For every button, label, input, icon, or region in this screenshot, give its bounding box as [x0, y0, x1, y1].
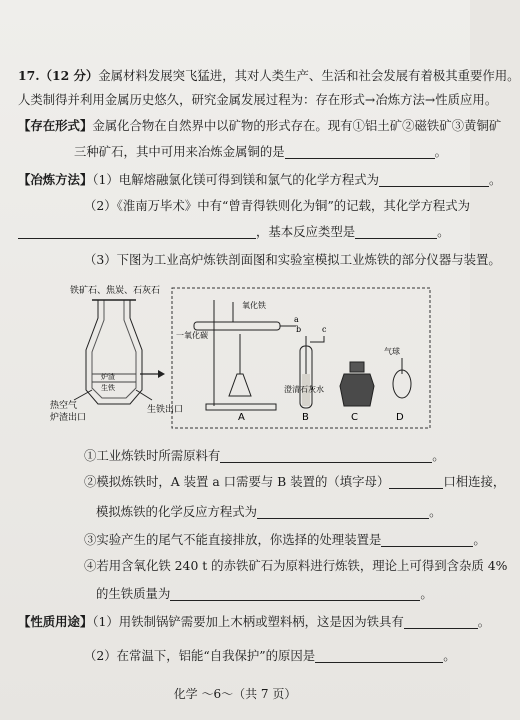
sub-q2-equation-line: 模拟炼铁的化学反应方程式为 。	[96, 504, 442, 519]
apparatus-d-label: D	[396, 412, 404, 423]
apparatus-frame	[172, 288, 430, 428]
balloon-icon	[393, 358, 411, 398]
existence-line-1	[18, 118, 501, 133]
answer-blank-port[interactable]	[389, 476, 443, 489]
furnace-feed-label: 铁矿石、焦炭、石灰石	[70, 286, 161, 296]
smelting-tag: 【冶炼方法】	[18, 172, 93, 187]
application-q1-text: （1）用铁制锅铲需要加上木柄或塑料柄，这是因为铁具有	[92, 614, 404, 629]
answer-blank-raw-materials[interactable]	[220, 450, 432, 463]
existence-text-1: 金属化合物在自然界中以矿物的形式存在。现有①铝土矿②磁铁矿③黄铜矿	[92, 118, 502, 133]
port-b-label: b	[296, 325, 302, 334]
apparatus-a-label: A	[238, 412, 245, 423]
limewater-label: 澄清石灰水	[284, 385, 324, 394]
sub-q4-text-2: 的生铁质量为	[96, 586, 171, 601]
page-footer: 化学 ～6～（共 7 页）	[173, 687, 297, 701]
arrow-icon	[140, 370, 165, 378]
apparatus-b	[300, 336, 324, 408]
ironmaking-figure	[0, 278, 470, 438]
apparatus-c-label: C	[351, 412, 358, 423]
existence-text-2: 三种矿石，其中可用来冶炼金属铜的是	[74, 144, 285, 159]
slag-outlet-label: 炉渣出口	[50, 413, 87, 423]
sub-q4-text: ④若用含氧化铁 240 t 的赤铁矿石为原料进行炼铁，理论上可得到含杂质 4%	[84, 558, 508, 573]
question-score: （12 分）	[39, 68, 99, 83]
co-label: 一氧化碳	[176, 331, 208, 340]
iron-outlet-label: 生铁出口	[147, 405, 184, 415]
reaction-type-label: ，基本反应类型是	[256, 224, 356, 239]
iron-oxide-label: 氧化铁	[242, 301, 266, 310]
smelting-q1-line: 【冶炼方法】（1）电解熔融氯化镁可得到镁和氯气的化学方程式为 。	[18, 172, 502, 187]
sub-q1-line: ①工业炼铁时所需原料有 。	[84, 448, 445, 463]
apparatus-c	[340, 362, 374, 406]
existence-tag: 【存在形式】	[18, 118, 93, 133]
question-number: 17.	[18, 68, 40, 83]
slag-label: 炉渣	[101, 373, 115, 381]
sub-q4-line-2: 的生铁质量为 。	[96, 586, 433, 601]
intro-text-1: 金属材料发展突飞猛进，其对人类生产、生活和社会发展有着极其重要作用。	[98, 68, 520, 83]
intro-text-2: 人类制得并利用金属历史悠久，研究金属发展过程为：存在形式→冶炼方法→性质应用。	[18, 92, 498, 107]
question-intro-line-1	[18, 68, 520, 83]
sub-q2-equation-text: 模拟炼铁的化学反应方程式为	[96, 504, 258, 519]
sub-q3-text: ③实验产生的尾气不能直接排放，你选择的处理装置是	[84, 532, 382, 547]
application-q2-text: （2）在常温下，铝能“自我保护”的原因是	[84, 648, 316, 663]
answer-blank-reaction-type[interactable]	[355, 226, 437, 239]
answer-blank-mgcl2-equation[interactable]	[379, 174, 489, 187]
answer-blank-iron-mass[interactable]	[170, 588, 420, 601]
smelting-q2-text: （2）《淮南万毕术》中有“曾青得铁则化为铜”的记载，其化学方程式为	[84, 198, 471, 213]
sub-q2-line	[84, 474, 505, 489]
existence-line-2: 三种矿石，其中可用来冶炼金属铜的是 。	[74, 144, 448, 159]
apparatus-a	[194, 300, 296, 410]
answer-blank-property[interactable]	[404, 616, 478, 629]
hot-air-label: 热空气	[50, 401, 78, 411]
answer-blank-aluminum[interactable]	[315, 650, 443, 663]
application-q1-line: 【性质用途】（1）用铁制锅铲需要加上木柄或塑料柄，这是因为铁具有 。	[18, 614, 491, 629]
smelting-q3-text: （3）下图为工业高炉炼铁剖面图和实验室模拟工业炼铁的部分仪器与装置。	[84, 252, 501, 267]
sub-q2-tail: 口相连接，	[443, 474, 506, 489]
port-a-label: a	[294, 315, 299, 324]
answer-blank-cu-equation[interactable]	[18, 226, 256, 239]
sub-q2-text: ②模拟炼铁时，A 装置 a 口需要与 B 装置的（填字母）	[84, 474, 390, 489]
answer-blank-ore[interactable]	[285, 146, 435, 159]
smelting-q1-text: （1）电解熔融氯化镁可得到镁和氯气的化学方程式为	[92, 172, 380, 187]
answer-blank-treatment[interactable]	[381, 534, 473, 547]
apparatus-b-label: B	[302, 412, 309, 423]
balloon-label: 气球	[384, 347, 400, 356]
sub-q3-line: ③实验产生的尾气不能直接排放，你选择的处理装置是 。	[84, 532, 486, 547]
smelting-q2-line-2: ，基本反应类型是 。	[18, 224, 450, 239]
answer-blank-fe-equation[interactable]	[257, 506, 429, 519]
application-tag: 【性质用途】	[18, 614, 93, 629]
sub-q1-text: ①工业炼铁时所需原料有	[84, 448, 221, 463]
port-c-label: c	[322, 325, 327, 334]
pig-iron-label: 生铁	[101, 384, 115, 392]
application-q2-line: （2）在常温下，铝能“自我保护”的原因是 。	[84, 648, 456, 663]
